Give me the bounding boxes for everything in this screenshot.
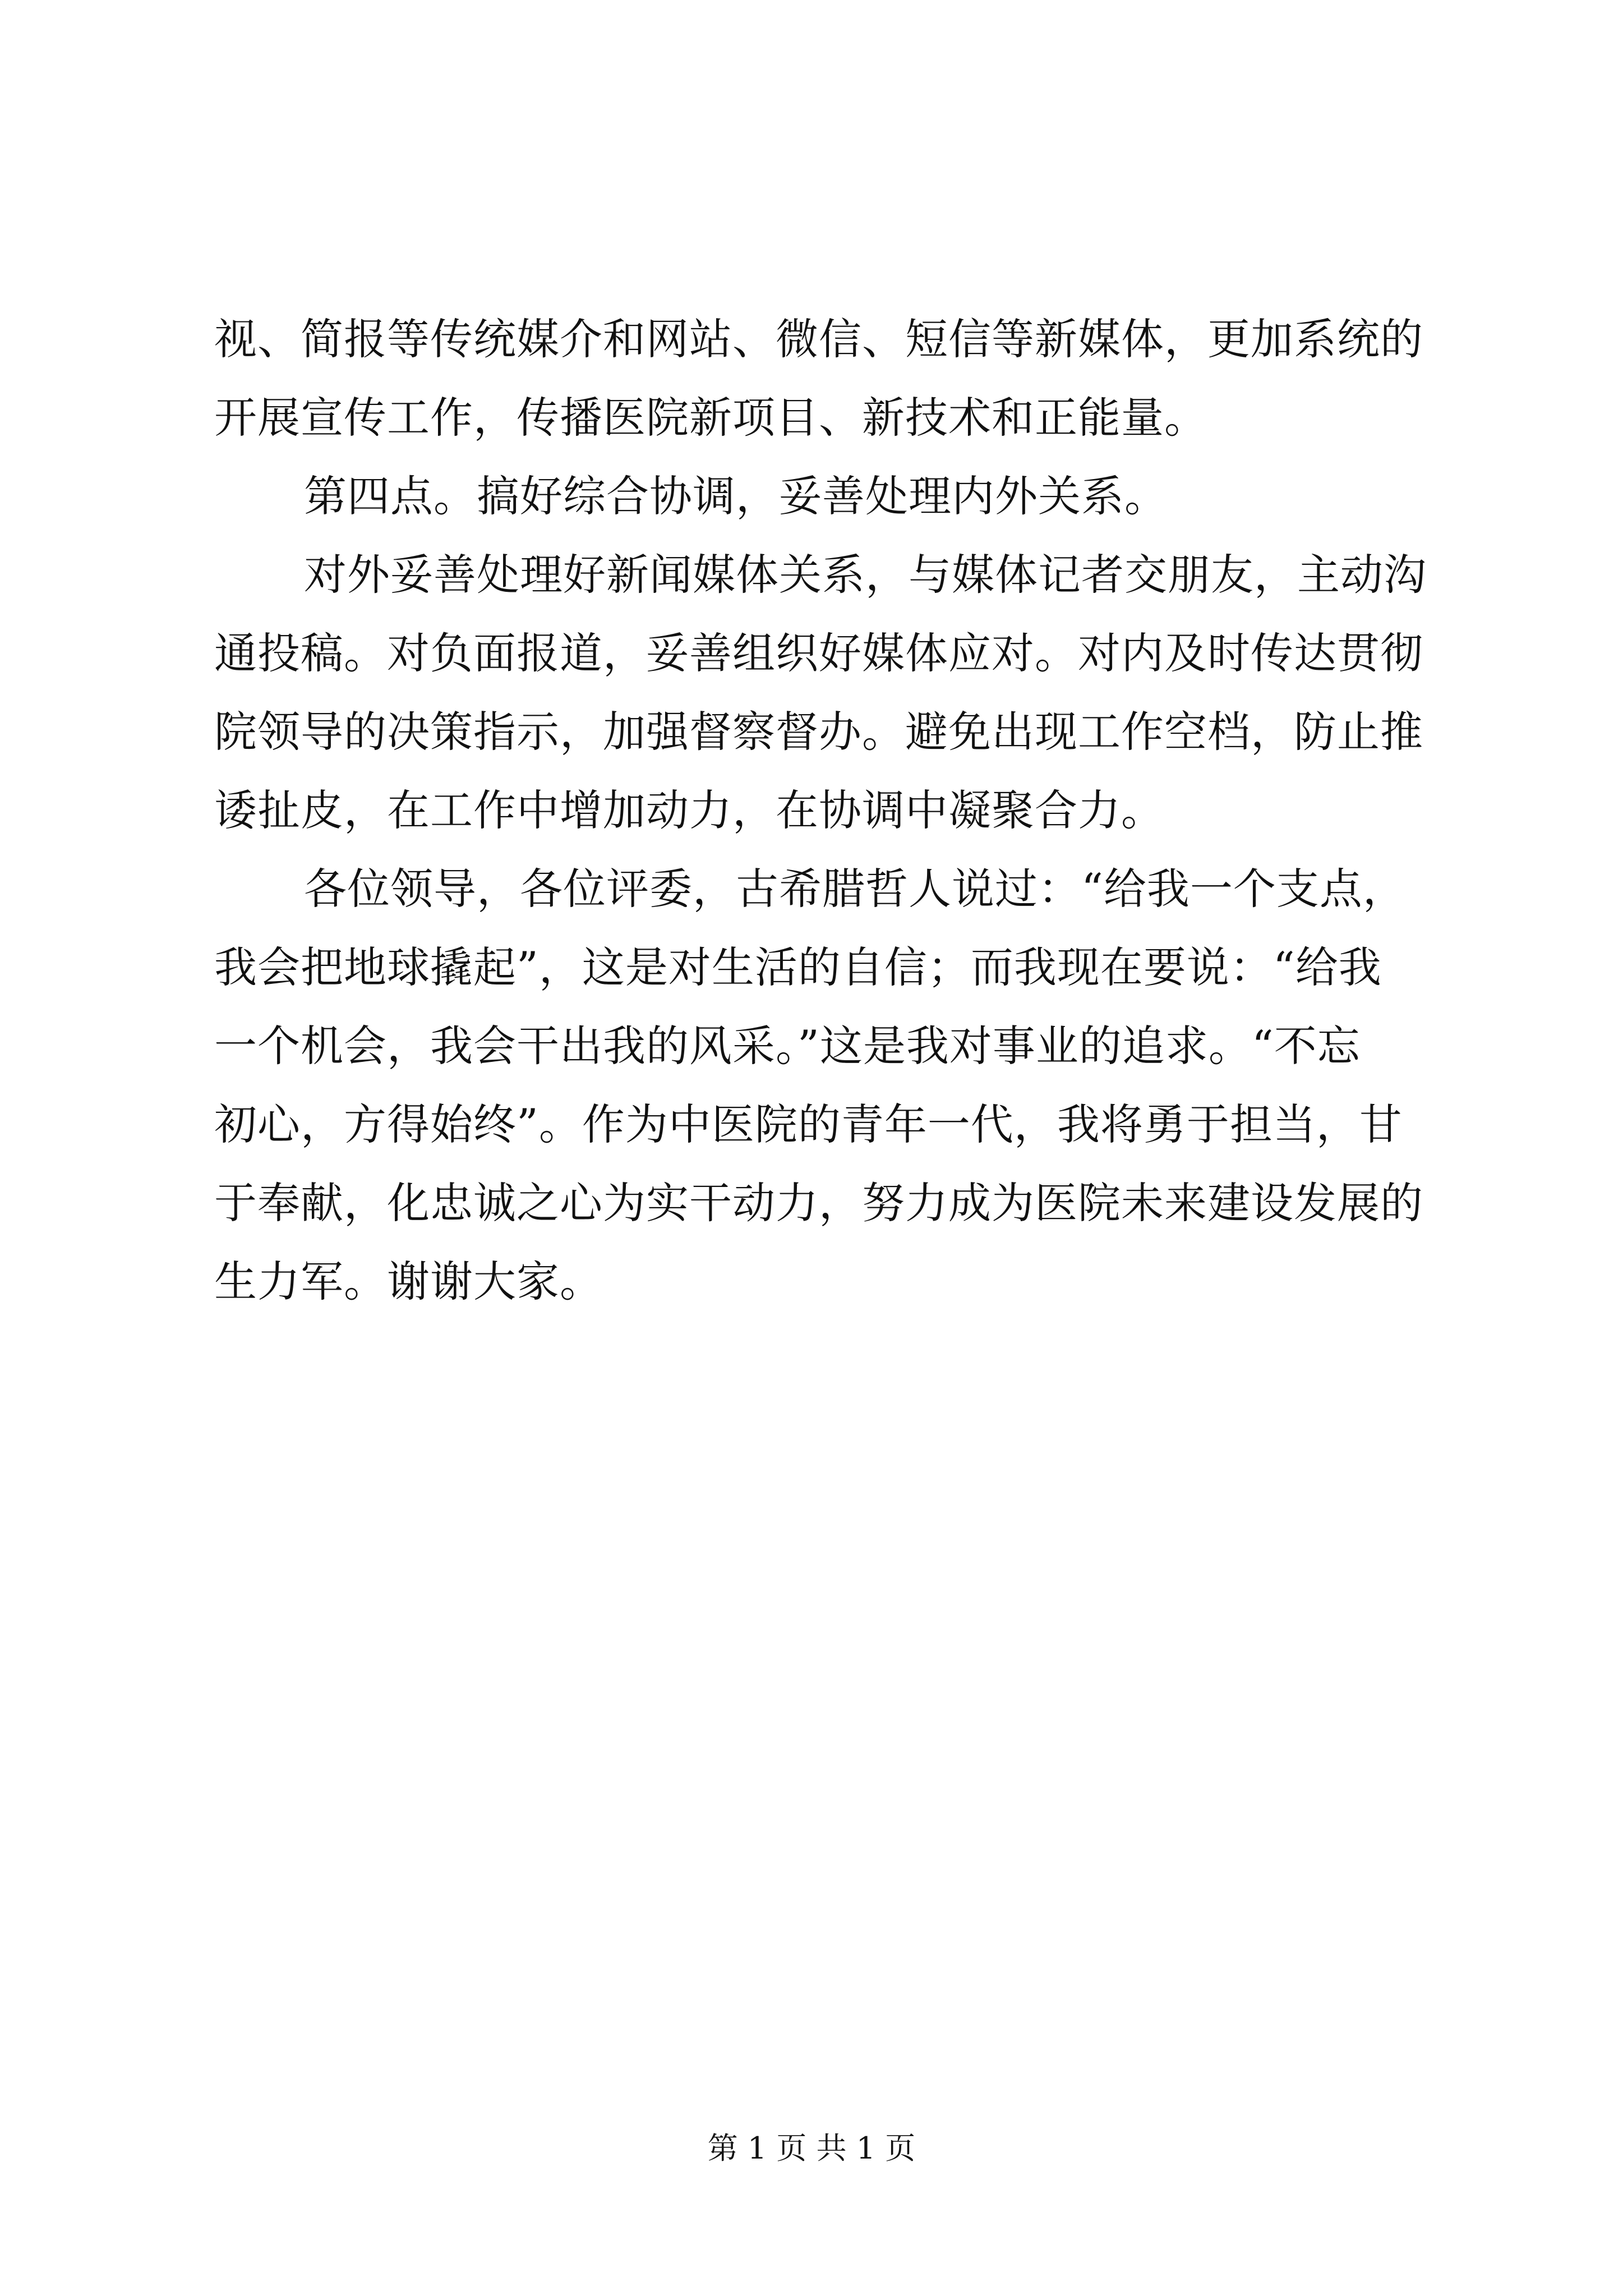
text-line: 初心，方得始终”。作为中医院的青年一代，我将勇于担当，甘 [214,1099,1403,1149]
text-line: 于奉献，化忠诚之心为实干动力，努力成为医院未来建设发展的 [214,1178,1423,1228]
text-line: 视、简报等传统媒介和网站、微信、短信等新媒体，更加系统的 [214,314,1423,364]
text-line: 院领导的决策指示，加强督察督办。避免出现工作空档，防止推 [214,707,1423,757]
text-line: 对外妥善处理好新闻媒体关系，与媒体记者交朋友，主动沟 [304,550,1427,600]
page-footer: 第 1 页 共 1 页 [707,2131,916,2166]
text-line: 通投稿。对负面报道，妥善组织好媒体应对。对内及时传达贯彻 [214,628,1423,678]
text-line: 一个机会，我会干出我的风采。”这是我对事业的追求。“不忘 [214,1021,1361,1071]
text-line: 开展宣传工作，传播医院新项目、新技术和正能量。 [214,393,1207,443]
paragraph-heading: 第四点。搞好综合协调，妥善处理内外关系。 [304,471,1168,521]
text-line: 生力军。谢谢大家。 [214,1257,603,1306]
text-line: 我会把地球撬起”，这是对生活的自信；而我现在要说：“给我 [214,942,1382,992]
text-line: 各位领导，各位评委，古希腊哲人说过：“给我一个支点， [304,864,1406,914]
text-line: 诿扯皮，在工作中增加动力，在协调中凝聚合力。 [214,785,1164,835]
